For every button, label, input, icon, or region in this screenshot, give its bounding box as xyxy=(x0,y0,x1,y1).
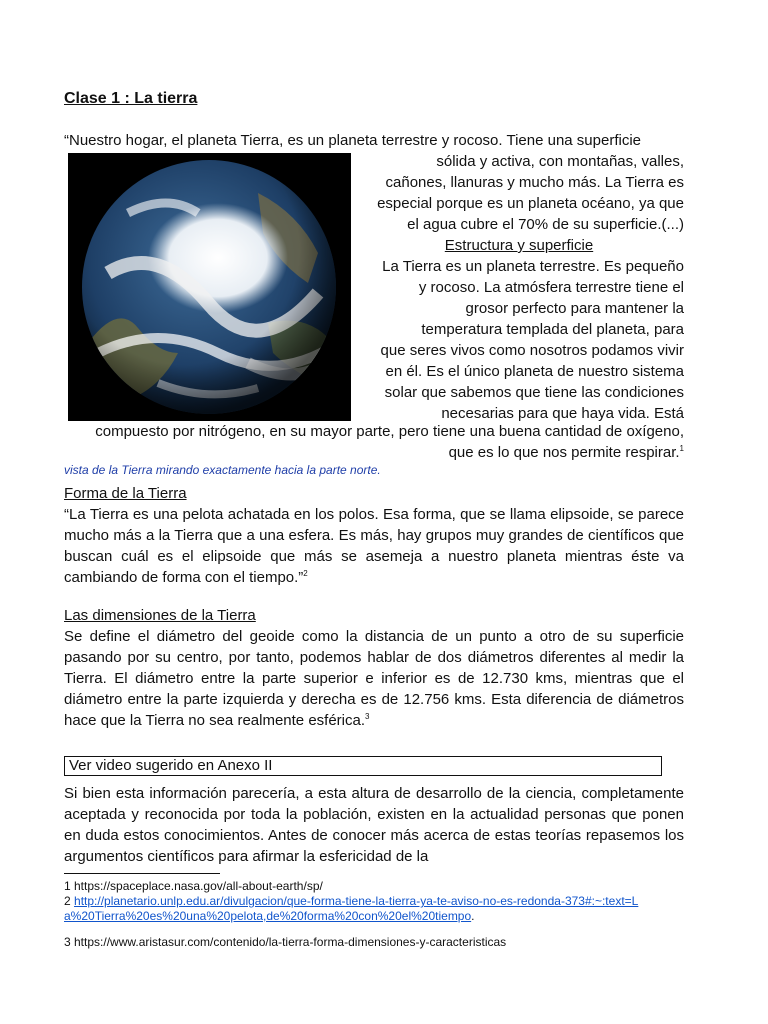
footnote-ref[interactable]: 3 xyxy=(365,712,370,721)
footnote-2-link[interactable]: http://planetario.unlp.edu.ar/divulgacion/que-forma-tiene-la-tierra-ya-te-aviso-no-es-redonda-373#:~:text=L a%20Tierra%20es%20una%20pelota,de%20forma%20con%20el%20tiempo xyxy=(64,894,639,923)
closing-body: Si bien esta información parecería, a esta altura de desarrollo de la ciencia, completamente aceptada y reconocida por toda la población, existen en la actualidad personas que ponen en duda estos conocimientos. Antes de conocer más acerca de estas teorías repasemos los argumentos científicos para afirmar la esfericidad de la xyxy=(64,785,684,865)
section-body: “La Tierra es una pelota achatada en los polos. Esa forma, que se llama elipsoide, se parece mucho más a la Tierra que a una esfera. Es más, hay grupos muy grandes de científicos que buscan cuál es el elipsoide que más se asemeja a nuestro planeta mientras éste va cambiando de forma con el tiempo.”$^2$ xyxy=(64,506,684,586)
earth-image xyxy=(68,153,351,421)
wrap-line: el agua cubre el 70% de su superficie.(...) xyxy=(407,216,684,233)
image-caption: vista de la Tierra mirando exactamente hacia la parte norte. xyxy=(64,463,381,477)
wrap-line: especial porque es un planeta océano, ya que xyxy=(377,195,684,212)
footnote-divider xyxy=(64,873,220,874)
bottom-line: compuesto por nitrógeno, en su mayor parte, pero tiene una buena cantidad de oxígeno, xyxy=(95,423,684,440)
page-title: Clase 1 : La tierra xyxy=(64,90,198,107)
intro-bottom-lines xyxy=(64,421,684,463)
section-dimensiones xyxy=(64,605,684,731)
footnote-1: 1 https://spaceplace.nasa.gov/all-about-earth/sp/ xyxy=(64,879,323,893)
section-closing xyxy=(64,783,684,867)
wrap-line: temperatura templada del planeta, para xyxy=(421,321,684,338)
footnote-3: 3 https://www.aristasur.com/contenido/la-tierra-forma-dimensiones-y-caracteristicas xyxy=(64,935,507,949)
footnote-ref[interactable]: 1 xyxy=(679,444,684,453)
wrap-line: en él. Es el único planeta de nuestro sistema xyxy=(385,363,684,380)
wrap-line: y rocoso. La atmósfera terrestre tiene el xyxy=(418,279,684,296)
wrap-line: sólida y activa, con montañas, valles, xyxy=(436,153,684,170)
wrap-line: solar que sabemos que tiene las condiciones xyxy=(384,384,684,401)
wrap-line: que seres vivos como nosotros podamos vivir xyxy=(380,342,684,359)
intro-first-line: “Nuestro hogar, el planeta Tierra, es un planeta terrestre y rocoso. Tiene una superficie xyxy=(64,132,641,149)
wrap-line: necesarias para que haya vida. Está xyxy=(441,405,684,422)
footnote-2: 2 http://planetario.unlp.edu.ar/divulgacion/que-forma-tiene-la-tierra-ya-te-aviso-no-es-redonda-373#:~:text=L a%20Tierra%20es%20una%20pelota,de%20forma%20con%20el%20tiempo. xyxy=(64,894,639,923)
wrap-line: grosor perfecto para mantener la xyxy=(465,300,684,317)
footnote-ref[interactable]: 2 xyxy=(303,569,308,578)
wrapped-text-column xyxy=(354,151,684,424)
bottom-line: que es lo que nos permite respirar.$^1$ xyxy=(448,444,684,461)
structure-subheading: Estructura y superficie xyxy=(444,237,594,254)
video-suggestion-box: Ver video sugerido en Anexo II xyxy=(64,756,662,776)
section-heading: Las dimensiones de la Tierra xyxy=(64,607,256,624)
earth-globe-illustration xyxy=(68,153,351,421)
section-body: Se define el diámetro del geoide como la distancia de un punto a otro de su superficie pasando por su centro, por tanto, podemos hablar de dos diámetros diferentes al medir la Tierra. El diámetro entre la parte superior e inferior es de 12.730 kms, mientras que el diámetro entre la parte izquierda y derecha es de 12.756 kms. Esta diferencia de diámetros hace que la Tierra no sea realmente esférica.$^3$ xyxy=(64,628,684,729)
wrap-line: La Tierra es un planeta terrestre. Es pequeño xyxy=(382,258,684,275)
wrap-line: cañones, llanuras y mucho más. La Tierra es xyxy=(385,174,684,191)
section-heading: Forma de la Tierra xyxy=(64,485,187,502)
section-forma xyxy=(64,483,684,588)
